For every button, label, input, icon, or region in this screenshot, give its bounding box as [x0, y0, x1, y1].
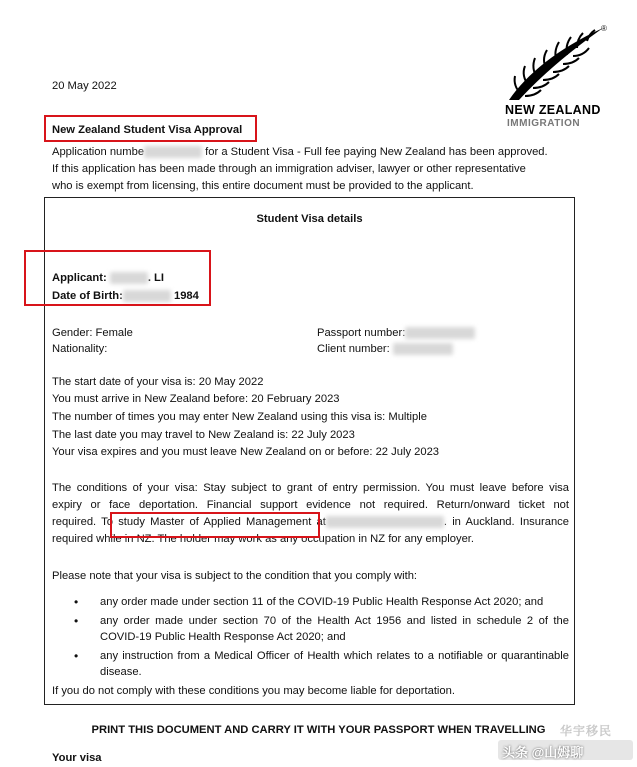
silver-fern-icon — [507, 24, 607, 102]
passport-row: Passport number: — [317, 325, 475, 342]
list-item: • any instruction from a Medical Officer of Health which relates to a notifiable or quarantinable disease. — [52, 648, 569, 680]
gender: Gender: Female — [52, 327, 133, 339]
registered-mark: ® — [601, 24, 607, 33]
redacted-institution — [326, 516, 444, 528]
visa-details-box — [44, 197, 575, 705]
letter-date: 20 May 2022 — [52, 80, 117, 92]
approval-heading: New Zealand Student Visa Approval — [52, 124, 243, 136]
redacted-application-number — [144, 146, 202, 158]
list-item: • any order made under section 70 of the Health Act 1956 and listed in schedule 2 of the COVID-19 Public Health Response Act 2020; and — [52, 613, 569, 645]
list-item: • any order made under section 11 of the COVID-19 Public Health Response Act 2020; and — [52, 594, 569, 610]
visa-conditions: The conditions of your visa: Stay subject to grant of entry permission. You must leave before visa expiry or face deportation. Financial support evidence not required. Return/onward ticket not required. To study Master of Applied Management at . in Auckland. Insurance required while in NZ. The holder may work as any occupation in NZ for any employer. — [52, 482, 569, 545]
condition-list — [52, 594, 569, 683]
nz-immigration-logo — [505, 24, 615, 134]
entry-count: The number of times you may enter New Zealand using this visa is: Multiple — [52, 411, 427, 423]
logo-line1: NEW ZEALAND — [505, 103, 601, 117]
arrive-before: You must arrive in New Zealand before: 20 February 2023 — [52, 393, 340, 405]
watermark-bottom: 头条 @山姆聊 — [502, 745, 584, 760]
intro-line-2: If this application has been made through an immigration adviser, lawyer or other representative — [52, 163, 526, 175]
last-travel-date: The last date you may travel to New Zealand is: 22 July 2023 — [52, 429, 355, 441]
compliance-notice: Please note that your visa is subject to the condition that you comply with: — [52, 570, 418, 582]
redacted-client-number — [393, 343, 453, 355]
nationality: Nationality: — [52, 343, 108, 355]
redacted-dob — [123, 290, 171, 302]
your-visa-heading: Your visa — [52, 752, 102, 764]
redacted-applicant-name — [110, 272, 148, 284]
applicant-row: Applicant: . LI — [52, 272, 164, 284]
dob-row: Date of Birth: 1984 — [52, 290, 199, 302]
print-notice: PRINT THIS DOCUMENT AND CARRY IT WITH YOUR PASSPORT WHEN TRAVELLING — [91, 724, 546, 736]
logo-line2: IMMIGRATION — [507, 118, 581, 129]
watermark-top: 华宇移民 — [560, 724, 613, 738]
redacted-passport-number — [405, 327, 475, 339]
intro-paragraph — [52, 144, 570, 195]
intro-line-3: who is exempt from licensing, this entire document must be provided to the applicant. — [52, 180, 474, 192]
intro-line-1: Application numbe for a Student Visa - Full fee paying New Zealand has been approved. — [52, 146, 548, 158]
client-row: Client number: — [317, 341, 453, 358]
visa-start-date: The start date of your visa is: 20 May 2022 — [52, 376, 264, 388]
visa-expiry: Your visa expires and you must leave New Zealand on or before: 22 July 2023 — [52, 446, 440, 458]
deportation-warning: If you do not comply with these conditions you may become liable for deportation. — [52, 685, 455, 697]
details-title: Student Visa details — [256, 213, 363, 225]
